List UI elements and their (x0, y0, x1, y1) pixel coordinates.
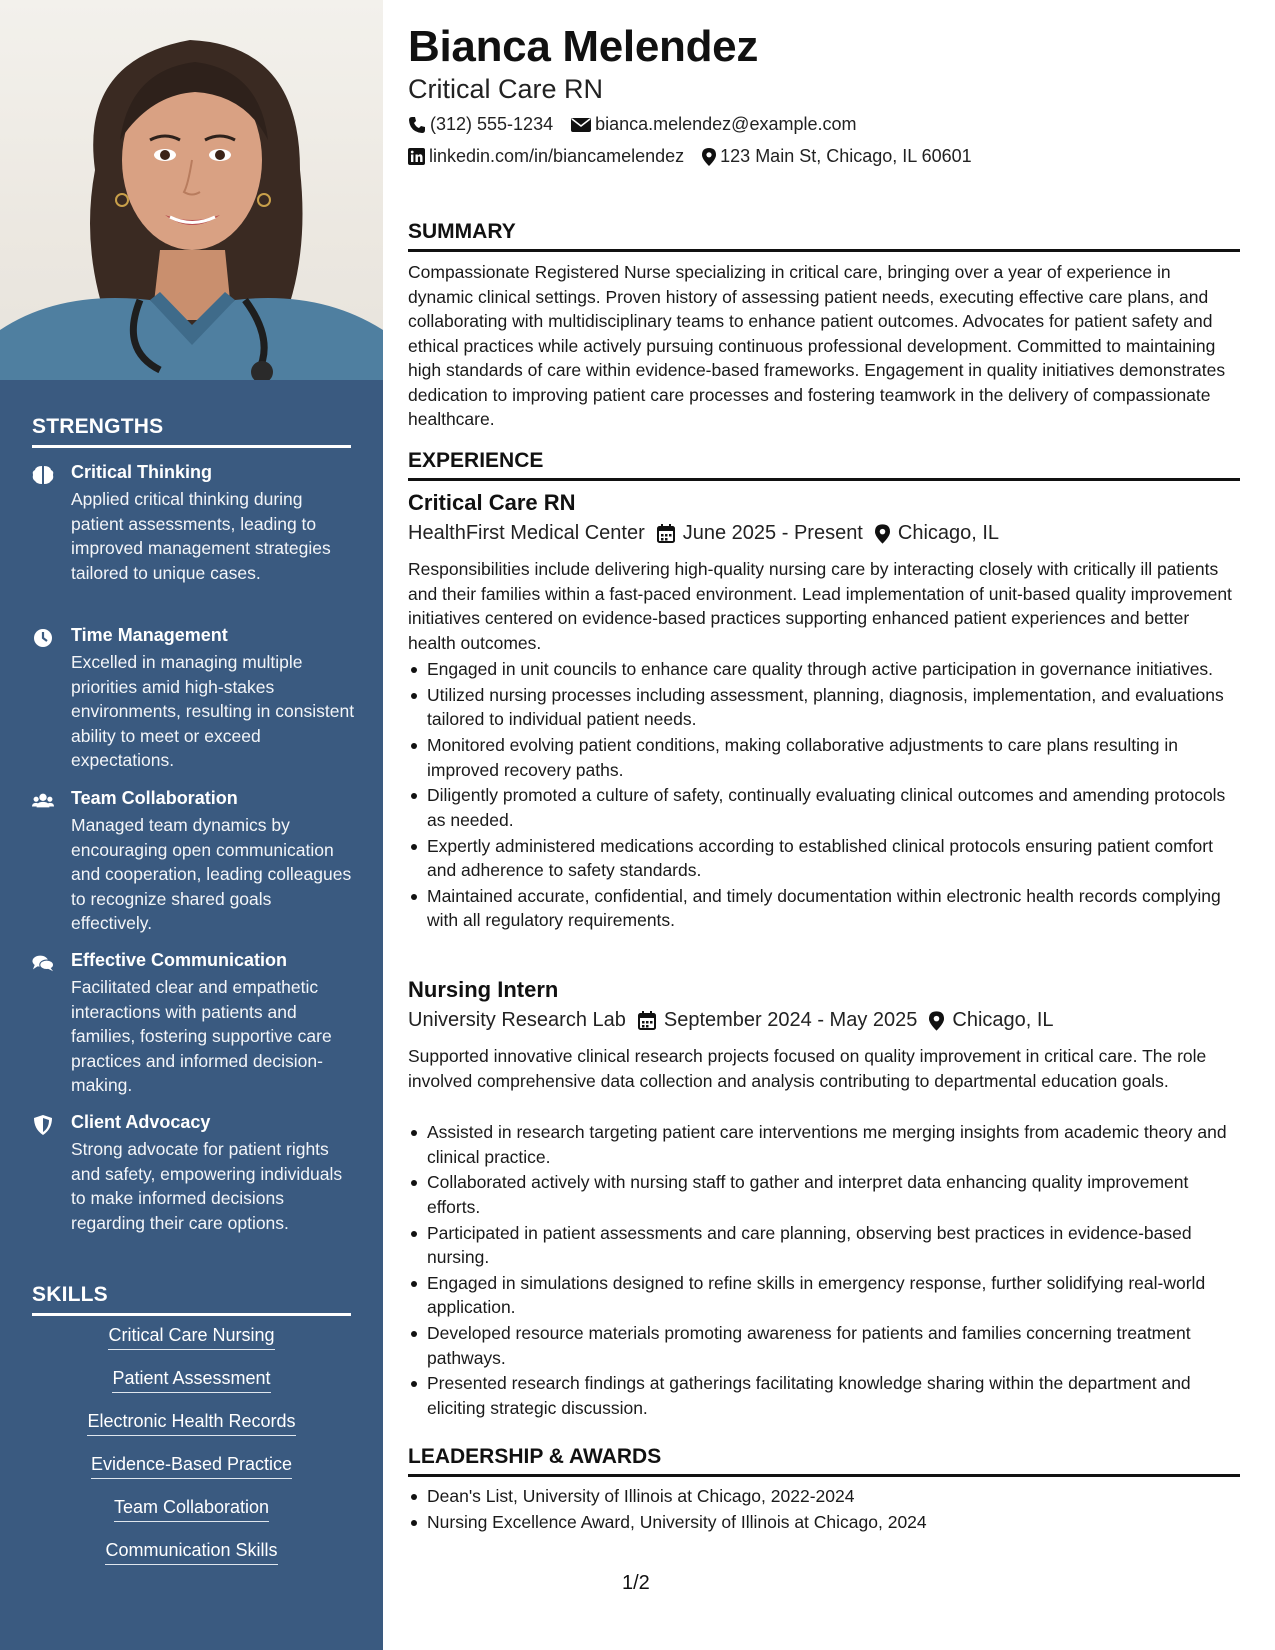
job-meta (408, 522, 999, 545)
job-location: Chicago, IL (897, 522, 1000, 544)
strength-description: Facilitated clear and empathetic interactions with patients and families, fostering supportive care practices and informed decision-making. (71, 977, 332, 1095)
candidate-title: Critical Care RN (408, 74, 604, 104)
skill-item: Communication Skills (105, 1540, 277, 1565)
list-item: Engaged in unit councils to enhance care quality through active participation in governance initiatives. (408, 657, 1240, 682)
skill-item: Team Collaboration (114, 1497, 269, 1522)
skills-list (32, 1325, 351, 1583)
job-dates: September 2024 - May 2025 (663, 1009, 918, 1031)
job-role: Nursing Intern (408, 977, 559, 1002)
list-item: Nursing Excellence Award, University of Illinois at Chicago, 2024 (408, 1510, 1240, 1535)
email-text[interactable]: bianca.melendez@example.com (595, 114, 857, 134)
list-item: Diligently promoted a culture of safety, continually evaluating clinical outcomes and amending protocols as needed. (408, 783, 1240, 832)
page-number: 1/2 (622, 1572, 650, 1594)
job-role: Critical Care RN (408, 490, 576, 515)
address-contact (702, 146, 972, 167)
job-company: HealthFirst Medical Center (408, 522, 645, 544)
profile-photo (0, 0, 383, 380)
phone-text: (312) 555-1234 (430, 114, 554, 134)
address-text: 123 Main St, Chicago, IL 60601 (720, 146, 972, 166)
strength-title: Client Advocacy (71, 1112, 211, 1132)
job-dates: June 2025 - Present (682, 522, 863, 544)
map-pin-icon (929, 1011, 944, 1031)
list-item: Dean's List, University of Illinois at Chicago, 2022-2024 (408, 1484, 1240, 1509)
strength-title: Team Collaboration (71, 788, 238, 808)
strength-description: Excelled in managing multiple priorities amid high-stakes environments, resulting in consistent ability to meet or exceed expectations. (71, 652, 355, 770)
list-item: Maintained accurate, confidential, and timely documentation within electronic health records complying with all regulatory requirements. (408, 884, 1240, 933)
strength-description: Applied critical thinking during patient assessments, leading to improved management strategies tailored to unique cases. (71, 489, 331, 583)
shield-icon (32, 1115, 54, 1135)
list-item: Presented research findings at gatherings facilitating knowledge sharing within the department and eliciting strategic discussion. (408, 1371, 1240, 1420)
list-item: Participated in patient assessments and care planning, observing best practices in evidence-based nursing. (408, 1221, 1240, 1270)
list-item: Assisted in research targeting patient care interventions me merging insights from academic theory and clinical practice. (408, 1120, 1240, 1169)
skill-item: Electronic Health Records (87, 1411, 295, 1436)
strength-title: Critical Thinking (71, 462, 213, 482)
summary-text: Compassionate Registered Nurse specializing in critical care, bringing over a year of experience in dynamic clinical settings. Proven history of assessing patient needs, executing effective care plans, and collaborating with multidisciplinary teams to enhance patient outcomes. Advocates for patient safety and ethical practices while actively pursuing continuous professional development. Committed to maintaining high standards of care within evidence-based frameworks. Engagement in quality initiatives demonstrates dedication to improving patient care processes and fostering teamwork in the delivery of compassionate healthcare. (408, 262, 1226, 429)
skills-heading: SKILLS (32, 1283, 351, 1316)
skill-item: Critical Care Nursing (108, 1325, 274, 1350)
skill-item: Patient Assessment (112, 1368, 270, 1393)
brain-icon (32, 465, 54, 485)
list-item: Expertly administered medications according to established clinical protocols ensuring patient comfort and adherence to safety standards. (408, 834, 1240, 883)
skill-item: Evidence-Based Practice (91, 1454, 292, 1479)
linkedin-contact[interactable] (408, 146, 684, 167)
envelope-icon (571, 117, 591, 133)
linkedin-icon (408, 148, 425, 165)
contact-row-2 (408, 146, 990, 167)
linkedin-text[interactable]: linkedin.com/in/biancamelendez (429, 146, 685, 166)
comments-icon (32, 953, 54, 973)
job-bullets (408, 657, 1240, 934)
summary-heading: SUMMARY (408, 220, 1240, 252)
profile-photo-illustration (0, 0, 383, 380)
job-bullets (408, 1120, 1240, 1422)
phone-icon (408, 116, 426, 134)
email-contact[interactable] (571, 114, 856, 135)
experience-heading: EXPERIENCE (408, 449, 1240, 481)
strength-description: Managed team dynamics by encouraging open communication and cooperation, leading colleagues to recognize shared goals effectively. (71, 815, 352, 933)
job-description: Responsibilities include delivering high-quality nursing care by interacting closely with critically ill patients and their families within a fast-paced environment. Lead implementation of unit-based quality improvement initiatives centered on evidence-based practices supporting enhanced patient experiences and better health outcomes. (408, 559, 1232, 653)
list-item: Monitored evolving patient conditions, making collaborative adjustments to care plans resulting in improved recovery paths. (408, 733, 1240, 782)
clock-icon (32, 628, 54, 648)
map-pin-icon (875, 524, 890, 544)
job-meta (408, 1009, 1054, 1032)
job-company: University Research Lab (408, 1009, 626, 1031)
awards-heading: LEADERSHIP & AWARDS (408, 1445, 1240, 1477)
users-icon (32, 791, 54, 811)
list-item: Collaborated actively with nursing staff to gather and interpret data enhancing quality improvement efforts. (408, 1170, 1240, 1219)
strengths-heading: STRENGTHS (32, 415, 351, 448)
list-item: Utilized nursing processes including assessment, planning, diagnosis, implementation, and evaluations tailored to individual patient needs. (408, 683, 1240, 732)
contact-row-1 (408, 114, 875, 135)
list-item: Developed resource materials promoting awareness for patients and families concerning treatment pathways. (408, 1321, 1240, 1370)
calendar-icon (638, 1011, 656, 1030)
sidebar (0, 0, 383, 1650)
phone-contact (408, 114, 553, 135)
strength-title: Time Management (71, 625, 228, 645)
calendar-icon (657, 524, 675, 543)
strength-title: Effective Communication (71, 950, 288, 970)
list-item: Engaged in simulations designed to refine skills in emergency response, further solidifying real-world application. (408, 1271, 1240, 1320)
strength-description: Strong advocate for patient rights and safety, empowering individuals to make informed decisions regarding their care options. (71, 1139, 343, 1233)
candidate-name: Bianca Melendez (408, 22, 759, 71)
awards-list (408, 1484, 1240, 1536)
map-pin-icon (702, 148, 716, 166)
job-location: Chicago, IL (952, 1009, 1054, 1031)
job-description: Supported innovative clinical research projects focused on quality improvement in critical care. The role involved comprehensive data collection and analysis contributing to departmental education goals. (408, 1046, 1207, 1091)
